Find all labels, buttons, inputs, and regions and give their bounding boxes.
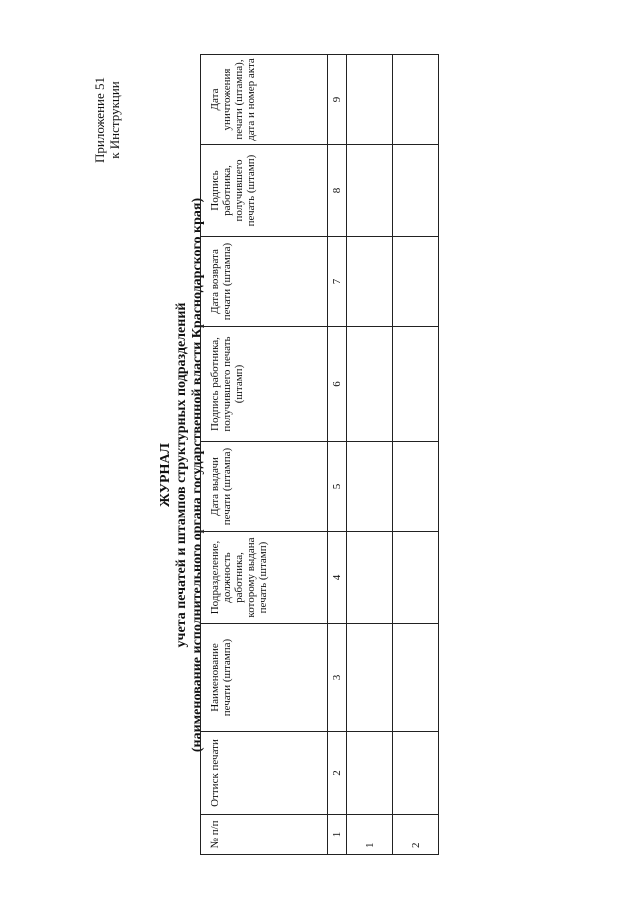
- table-cell: [393, 327, 439, 442]
- header-row: [201, 55, 328, 855]
- row-number: 1: [347, 815, 393, 855]
- column-number-row: [328, 55, 347, 855]
- table-cell: [347, 624, 393, 732]
- column-header: Подпись работника, получившего печать (штамп): [201, 327, 328, 442]
- column-header: Оттиск печати: [201, 732, 328, 815]
- table-cell: [347, 532, 393, 624]
- organization-line: (наименование исполнительного органа государственной власти Краснодарского края): [190, 197, 205, 753]
- row-number: 2: [393, 815, 439, 855]
- table-cell: [393, 624, 439, 732]
- table-cell: [347, 237, 393, 327]
- table-cell: [393, 442, 439, 532]
- table-cell: [393, 55, 439, 145]
- column-header: Дата возврата печати (штампа): [201, 237, 328, 327]
- column-header: Дата выдачи печати (штампа): [201, 442, 328, 532]
- column-number: 9: [328, 55, 347, 145]
- table-cell: [347, 145, 393, 237]
- table-cell: [347, 327, 393, 442]
- table-cell: [393, 237, 439, 327]
- column-number: 3: [328, 624, 347, 732]
- table-cell: [393, 532, 439, 624]
- column-header: Дата уничтожения печати (штампа), дата и номер акта: [201, 55, 328, 145]
- table-row: [393, 55, 439, 855]
- journal-subtitle: учета печатей и штампов структурных подразделений: [174, 302, 189, 648]
- column-header: № п/п: [201, 815, 328, 855]
- table-cell: [347, 732, 393, 815]
- column-number: 2: [328, 732, 347, 815]
- appendix-number: Приложение 51: [92, 76, 107, 164]
- column-number: 5: [328, 442, 347, 532]
- journal-title: ЖУРНАЛ: [158, 443, 173, 507]
- table-cell: [347, 55, 393, 145]
- column-header: Наименование печати (штампа): [201, 624, 328, 732]
- column-header: Подразделение, должность работника, которому выдана печать (штамп): [201, 532, 328, 624]
- journal-table: [200, 54, 439, 855]
- table-row: [347, 55, 393, 855]
- column-number: 8: [328, 145, 347, 237]
- appendix-note: [92, 55, 122, 185]
- column-number: 7: [328, 237, 347, 327]
- appendix-reference: к Инструкции: [107, 81, 122, 159]
- column-header: Подпись работника, получившего печать (штамп): [201, 145, 328, 237]
- document-heading: [158, 125, 206, 825]
- table-cell: [393, 732, 439, 815]
- column-number: 4: [328, 532, 347, 624]
- column-number: 1: [328, 815, 347, 855]
- column-number: 6: [328, 327, 347, 442]
- table-cell: [347, 442, 393, 532]
- table-cell: [393, 145, 439, 237]
